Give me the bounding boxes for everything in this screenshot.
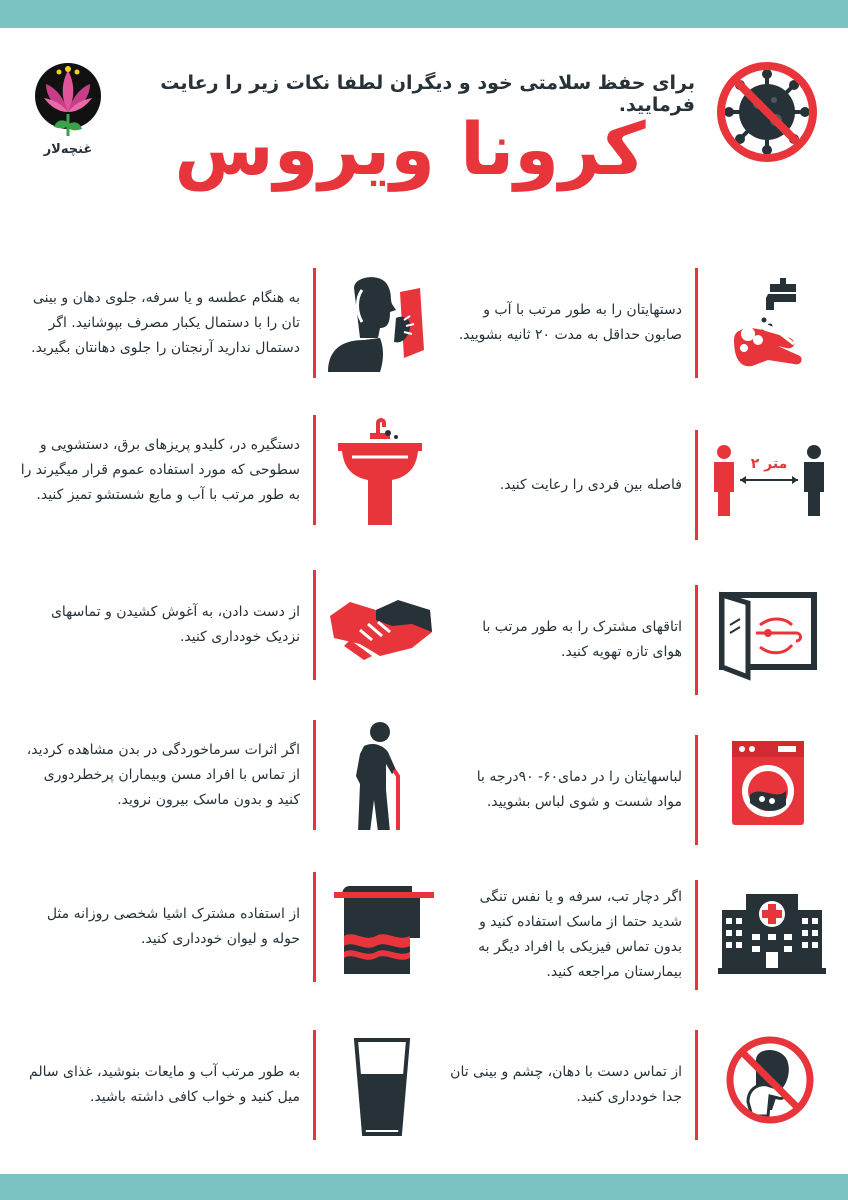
tip-hospital <box>440 880 848 990</box>
tip-text: به هنگام عطسه و یا سرفه، جلوی دهان و بینی تان را با دستمال یکبار مصرف بپوشانید. اگر دستمال ندارید آرنجتان را جلوی دهانتان بگیرید. <box>31 289 300 356</box>
tip-divider <box>313 268 316 378</box>
tip-laundry <box>440 735 848 845</box>
tip-hand-washing <box>440 268 848 378</box>
page-title: کرونا ویروس <box>174 107 646 191</box>
tip-text: از دست دادن، به آغوش کشیدن و تماسهای نزدیک خودداری کنید. <box>50 604 300 645</box>
tip-text: دستگیره در، کلیدو پریزهای برق، دستشویی و سطوحی که مورد استفاده عموم قرار میگیرند را به طور مرتب با آب و مایع شستشو تمیز کنید. <box>20 436 300 503</box>
distance-badge: ۲ متر <box>750 456 788 472</box>
tip-divider <box>695 880 698 990</box>
tip-text: لباسهایتان را در دمای۶۰- ۹۰درجه با مواد شست و شوی لباس بشویید. <box>476 769 682 810</box>
tip-no-handshake <box>0 570 440 680</box>
tip-personal-items <box>0 872 440 982</box>
tip-no-face-touch <box>440 1030 848 1140</box>
window-ventilation-icon <box>708 585 828 695</box>
tip-clean-surfaces <box>0 415 440 525</box>
tip-text: اگر دچار تب، سرفه و یا نفس تنگی شدید حتما از ماسک استفاده کنید و بدون تماس فیزیکی با افراد دیگر به بیمارستان مراجعه کنید. <box>478 889 682 980</box>
tip-text: به طور مرتب آب و مایعات بنوشید، غذای سالم میل کنید و خواب کافی داشته باشید. <box>29 1064 300 1105</box>
top-bar <box>0 0 848 28</box>
tip-text: فاصله بین فردی را رعایت کنید. <box>499 476 682 493</box>
tip-divider <box>695 735 698 845</box>
tip-text: اگر اثرات سرماخوردگی در بدن مشاهده کردید، از تماس با افراد مسن وبیماران پرخطردوری کنید و بدون ماسک بیرون نروید. <box>26 741 300 808</box>
washing-machine-icon <box>708 735 828 845</box>
tip-text: دستهایتان را به طور مرتب با آب و صابون حداقل به مدت ۲۰ ثانیه بشویید. <box>458 302 682 343</box>
tip-divider <box>695 1030 698 1140</box>
tip-divider <box>695 585 698 695</box>
handshake-icon <box>320 570 440 680</box>
page-subtitle: برای حفظ سلامتی خود و دیگران لطفا نکات زیر را رعایت فرمایید. <box>160 72 695 116</box>
tip-divider <box>313 415 316 525</box>
tip-divider <box>313 872 316 982</box>
no-virus-icon <box>710 62 825 162</box>
water-glass-icon <box>320 1030 440 1140</box>
tip-divider <box>695 268 698 378</box>
tip-social-distance <box>440 430 848 540</box>
tip-text: از استفاده مشترک اشیا شخصی روزانه مثل حوله و لیوان خودداری کنید. <box>46 906 300 947</box>
logo-text: غنچه‌لار <box>43 142 93 157</box>
tip-divider <box>695 430 698 540</box>
cough-tissue-icon <box>320 268 440 378</box>
tip-divider <box>313 720 316 830</box>
hand-washing-icon <box>708 268 828 378</box>
bottom-bar <box>0 1174 848 1200</box>
lotus-logo-icon <box>32 62 104 142</box>
no-face-touch-icon <box>708 1030 828 1140</box>
elderly-person-icon <box>320 720 440 830</box>
tip-cough <box>0 268 440 378</box>
tip-text: از تماس دست با دهان، چشم و بینی تان جدا خودداری کنید. <box>450 1064 682 1105</box>
tip-healthy-habits <box>0 1030 440 1140</box>
tip-divider <box>313 570 316 680</box>
tip-text: اتاقهای مشترک را به طور مرتب با هوای تازه تهویه کنید. <box>482 619 682 660</box>
tip-divider <box>313 1030 316 1140</box>
hospital-icon <box>708 880 828 990</box>
tip-protect-elderly <box>0 720 440 830</box>
social-distance-icon <box>708 430 828 540</box>
tip-ventilation <box>440 585 848 695</box>
sink-icon <box>320 415 440 525</box>
towel-icon <box>320 872 440 982</box>
